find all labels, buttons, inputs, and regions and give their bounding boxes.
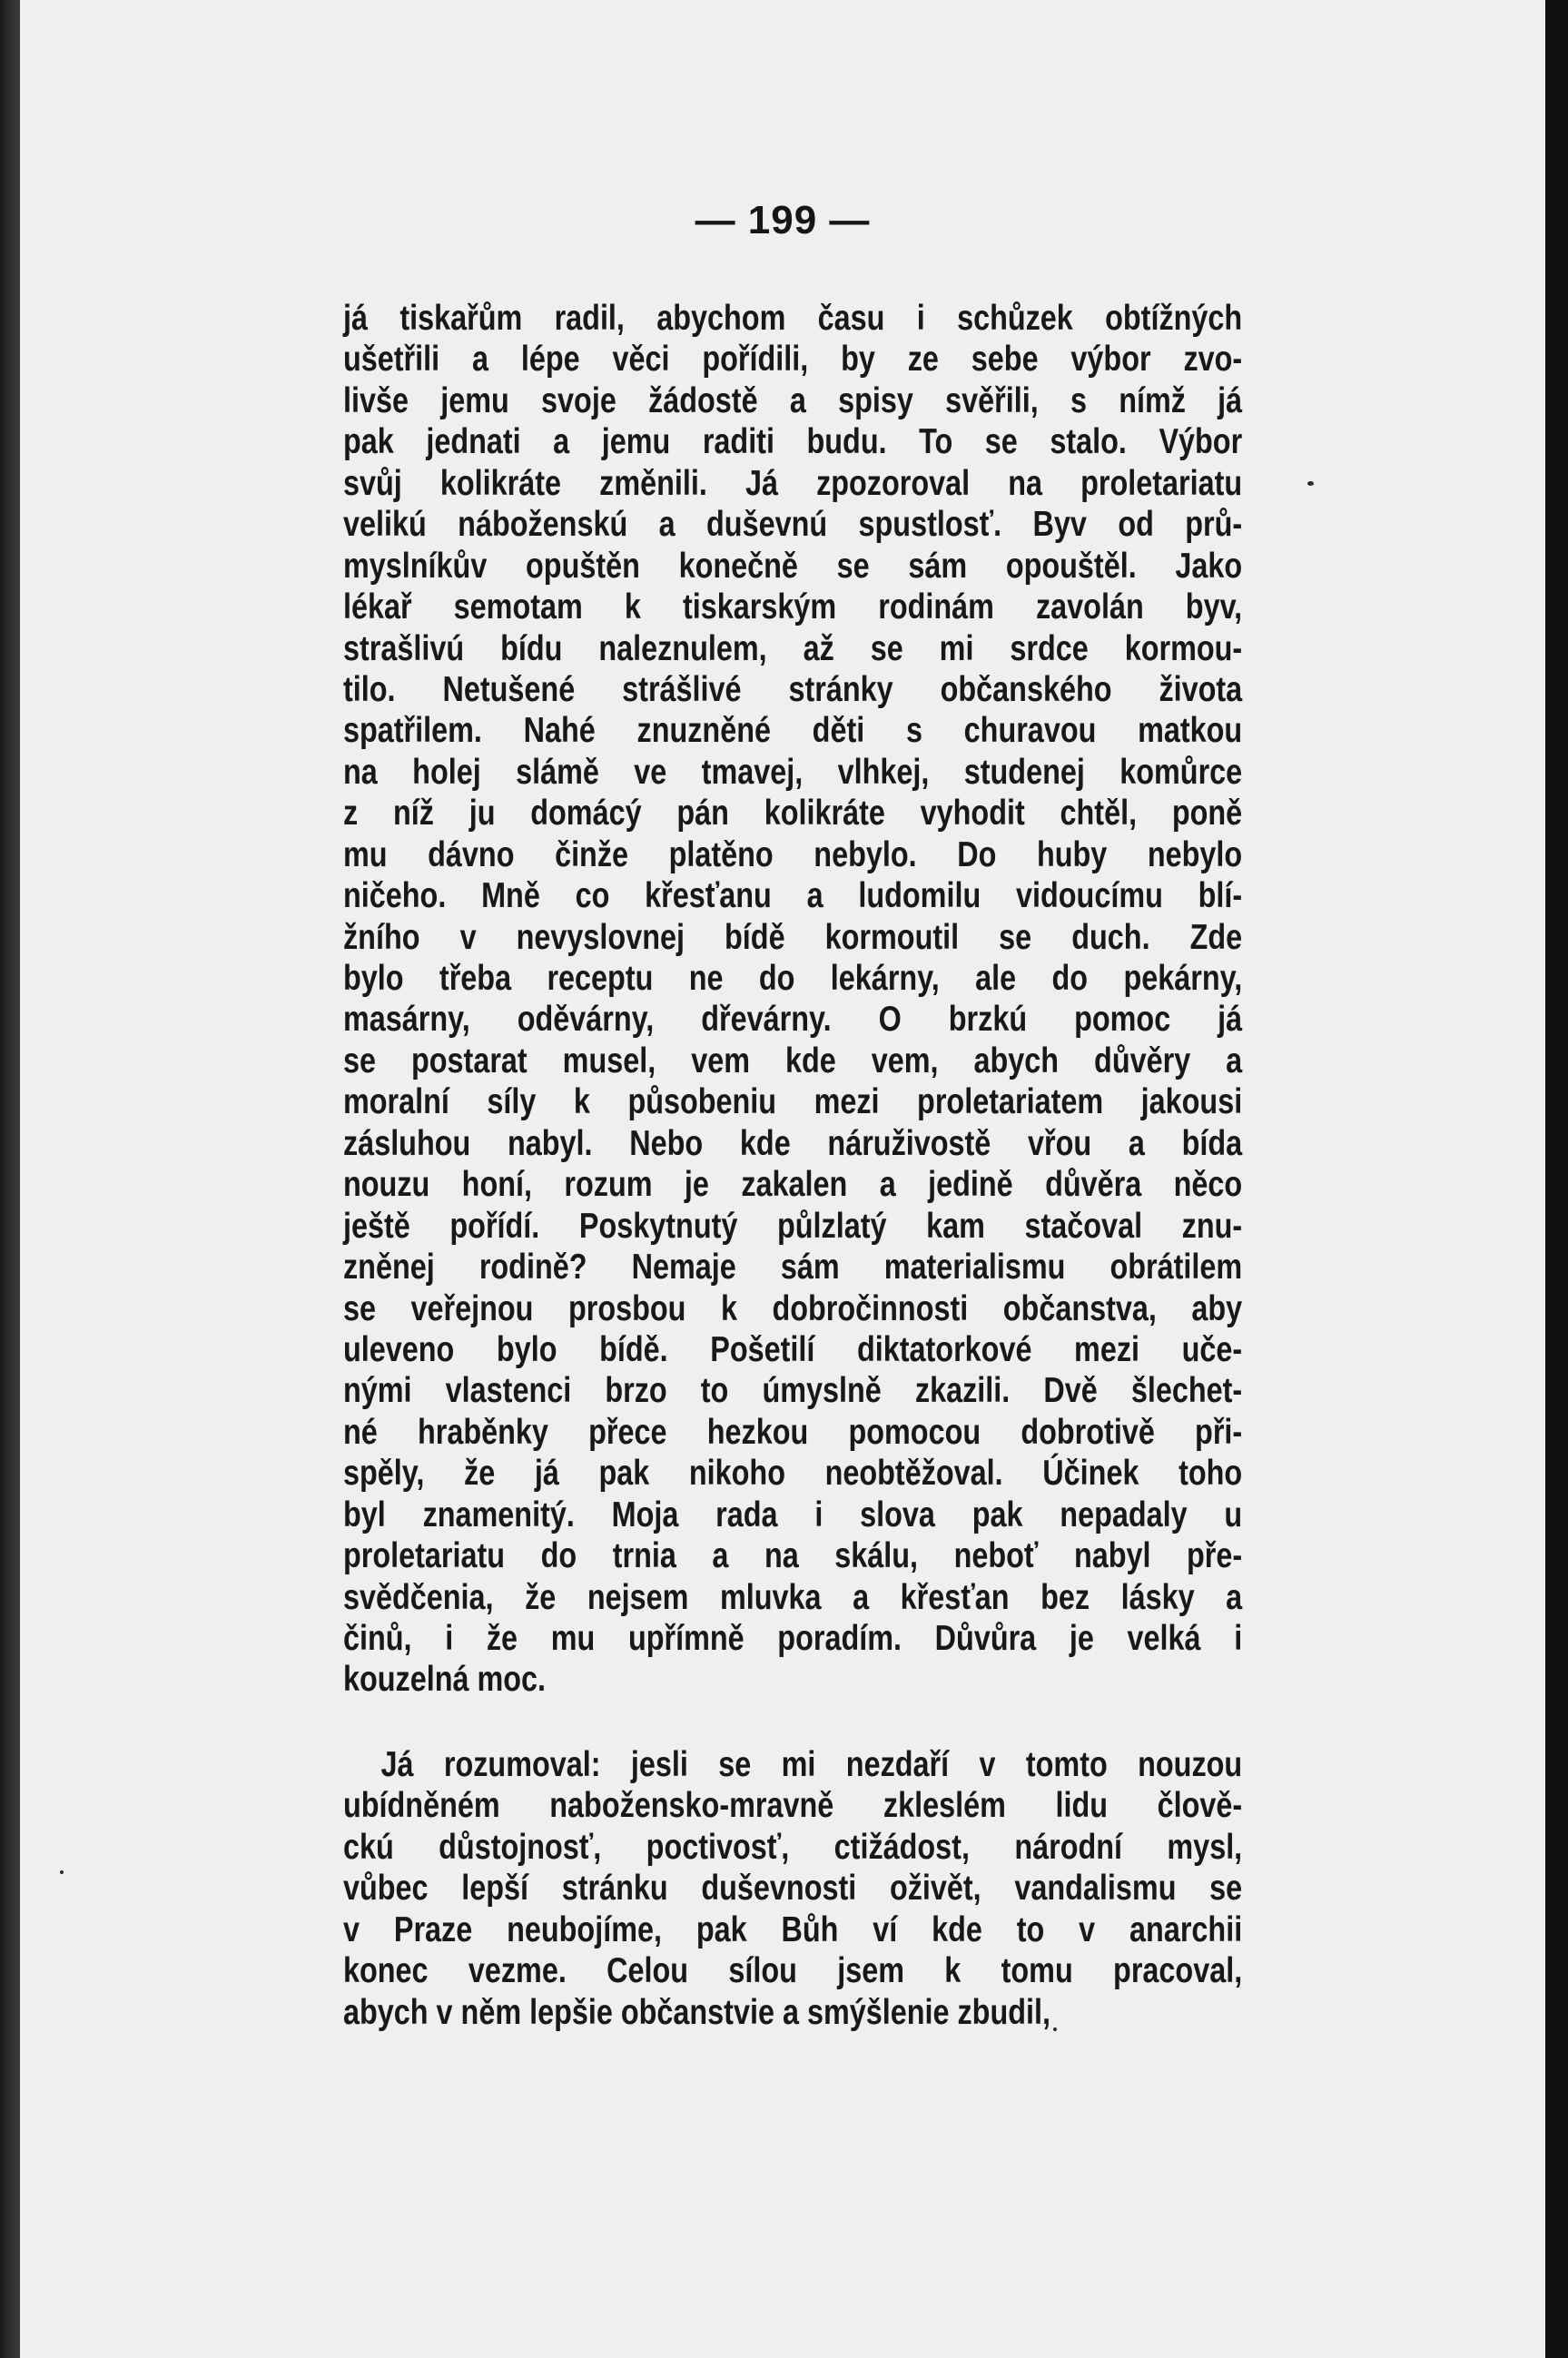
text-line: pak jednati a jemu raditi budu. To se stalo. Výbor — [343, 422, 1243, 462]
text-line: moralní síly k působeniu mezi proletariatem jakousi — [343, 1082, 1243, 1122]
text-line: svědčenia, že nejsem mluvka a křesťan bez lásky a — [343, 1577, 1243, 1617]
text-line: Já rozumoval: jesli se mi nezdaří v tomto nouzou — [380, 1744, 1243, 1784]
paragraph-2 — [343, 1744, 1242, 2033]
text-line: uleveno bylo bídě. Pošetilí diktatorkové mezi uče- — [343, 1329, 1243, 1369]
text-line: tilo. Netušené strášlivé stránky občanského života — [343, 669, 1243, 709]
text-line: na holej slámě ve tmavej, vlhkej, studenej komůrce — [343, 752, 1243, 792]
text-line: spatřilem. Nahé znuzněné děti s churavou matkou — [343, 711, 1243, 751]
text-line: byl znamenitý. Moja rada i slova pak nepadaly u — [343, 1495, 1243, 1534]
margin-speck — [1053, 2027, 1057, 2031]
text-line: nouzu honí, rozum je zakalen a jedině důvěra něco — [343, 1165, 1243, 1205]
text-line: já tiskařům radil, abychom času i schůzek obtížných — [343, 299, 1243, 338]
text-line: se postarat musel, vem kde vem, abych důvěry a — [343, 1041, 1243, 1080]
text-line: konec vezme. Celou sílou jsem k tomu pracoval, — [343, 1951, 1243, 1991]
scan-left-edge — [0, 0, 20, 2358]
text-line: se veřejnou prosbou k dobročinnosti občanstva, aby — [343, 1288, 1243, 1328]
text-line: ubídněném nabožensko-mravně zkleslém lidu člově- — [343, 1786, 1243, 1826]
text-line: zněnej rodině? Nemaje sám materialismu obrátilem — [343, 1248, 1243, 1288]
text-line: lékař semotam k tiskarským rodinám zavolán byv, — [343, 587, 1243, 627]
text-line: bylo třeba receptu ne do lekárny, ale do pekárny, — [343, 959, 1243, 998]
text-line: mu dávno činže platěno nebylo. Do huby nebylo — [343, 834, 1243, 874]
text-line: ničeho. Mně co křesťanu a ludomilu vidoucímu blí- — [343, 876, 1243, 916]
text-line: velikú náboženskú a duševnú spustlosť. Byv od prů- — [343, 505, 1243, 545]
text-line: vůbec lepší stránku duševnosti oživět, vandalismu se — [343, 1869, 1243, 1909]
text-line: strašlivú bídu naleznulem, až se mi srdce kormou- — [343, 628, 1243, 668]
text-line: žního v nevyslovnej bídě kormoutil se duch. Zde — [343, 917, 1243, 957]
text-line: činů, i že mu upřímně poradím. Důvůra je velká i — [343, 1619, 1243, 1658]
text-line: ckú důstojnosť, poctivosť, ctižádost, národní mysl, — [343, 1827, 1243, 1867]
text-line: myslníkův opuštěn konečně se sám opouštěl. Jako — [343, 546, 1243, 586]
page-number: — 199 — — [695, 198, 871, 242]
margin-speck — [60, 1870, 64, 1874]
paragraph-gap — [343, 1701, 1242, 1744]
text-line: ušetřili a lépe věci pořídili, by ze sebe výbor zvo- — [343, 340, 1243, 380]
book-page — [20, 0, 1545, 2358]
text-line: zásluhou nabyl. Nebo kde náruživostě vřou a bída — [343, 1123, 1243, 1163]
text-line: masárny, oděvárny, dřevárny. O brzkú pomoc já — [343, 1000, 1243, 1040]
text-line: né hraběnky přece hezkou pomocou dobrotivě při- — [343, 1412, 1243, 1452]
text-line: kouzelná moc. — [343, 1660, 547, 1700]
text-line: v Praze neubojíme, pak Bůh ví kde to v anarchii — [343, 1909, 1243, 1949]
text-line: proletariatu do trnia a na skálu, neboť nabyl pře- — [343, 1536, 1243, 1576]
body-text — [343, 298, 1242, 2033]
text-line: z níž ju domácý pán kolikráte vyhodit chtěl, poně — [343, 794, 1243, 834]
text-line: nými vlastenci brzo to úmyslně zkazili. Dvě šlechet- — [343, 1371, 1243, 1411]
text-line: abych v něm lepšie občanstvie a smýšlenie zbudil, — [343, 1992, 1050, 2032]
text-line: ještě pořídí. Poskytnutý půlzlatý kam stačoval znu- — [343, 1206, 1243, 1246]
text-line: spěly, že já pak nikoho neobtěžoval. Účinek toho — [343, 1454, 1243, 1494]
margin-speck — [1307, 481, 1314, 486]
text-line: svůj kolikráte změnili. Já zpozoroval na proletariatu — [343, 463, 1243, 503]
text-line: livše jemu svoje žádostě a spisy svěřili, s nímž já — [343, 380, 1243, 420]
paragraph-1 — [343, 298, 1242, 1701]
